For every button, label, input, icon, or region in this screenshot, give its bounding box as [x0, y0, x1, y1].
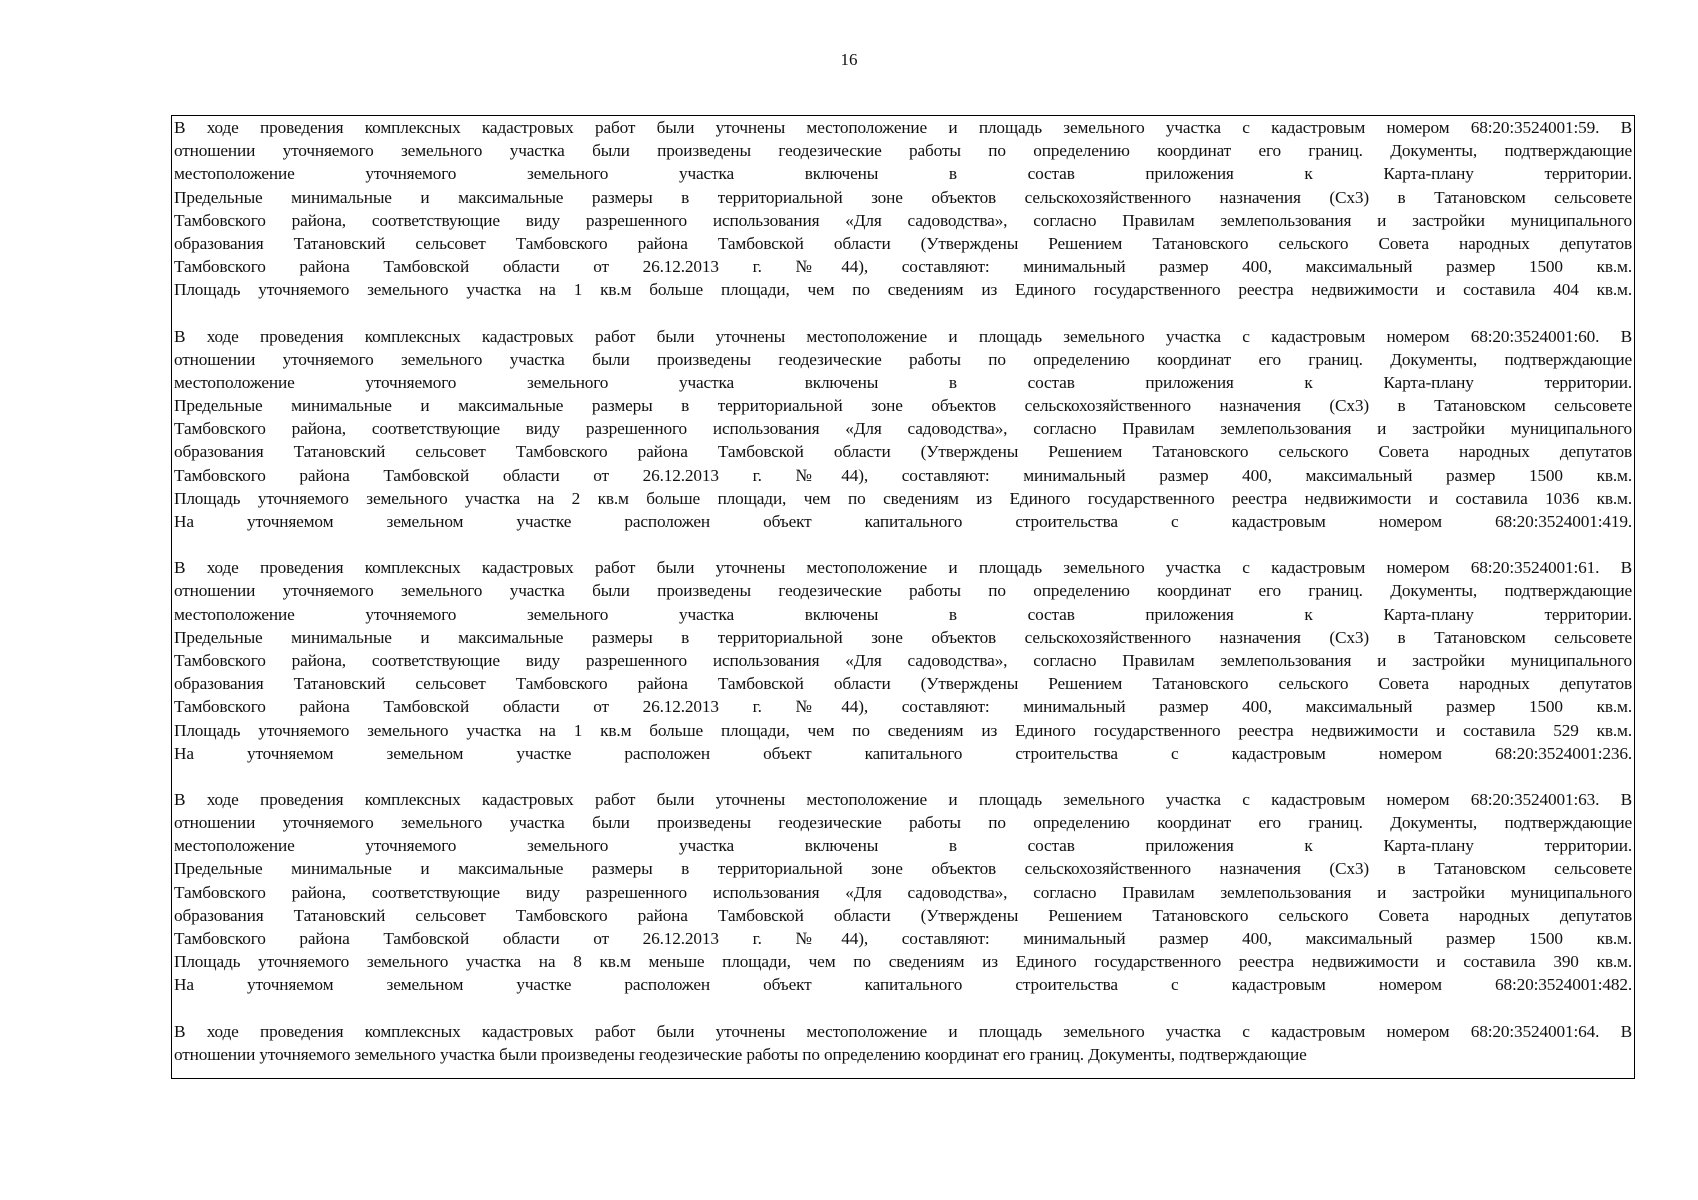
text-line: Тамбовского района, соответствующие виду разрешенного использования «Для садоводства», согласно Правилам землепользования и застройки муниципального — [174, 650, 1632, 670]
text-line: Площадь уточняемого земельного участка на 1 кв.м больше площади, чем по сведениям из Единого государственного реестра недвижимости и составила 404 кв.м. — [174, 280, 1632, 300]
text-line: образования Татановский сельсовет Тамбовского района Тамбовской области (Утверждены Решением Татановского сельского Совета народных депутатов — [174, 233, 1632, 253]
page-number: 16 — [840, 50, 858, 69]
text-line: Тамбовского района Тамбовской области от 26.12.2013 г. №44), составляют: минимальный размер 400, максимальный размер 1500 кв.м. — [174, 257, 1632, 277]
text-line: Предельные минимальные и максимальные размеры в территориальной зоне объектов сельскохозяйственного назначения (Сх3) в Татановском сельсовете — [174, 859, 1632, 879]
text-line: На уточняемом земельном участке расположен объект капитального строительства с кадастровым номером 68:20:3524001:419. — [174, 512, 1632, 531]
text-line: Тамбовского района Тамбовской области от 26.12.2013 г. №44), составляют: минимальный размер 400, максимальный размер 1500 кв.м. — [174, 697, 1632, 717]
text-line: На уточняемом земельном участке расположен объект капитального строительства с кадастровым номером 68:20:3524001:482. — [174, 975, 1632, 995]
text-line: отношении уточняемого земельного участка были произведены геодезические работы по определению координат его границ. Документы, подтверждающие — [174, 581, 1632, 601]
text-line: В ходе проведения комплексных кадастровых работ были уточнены местоположение и площадь земельного участка с кадастровым номером 68:20:3524001:63. В — [174, 789, 1632, 809]
text-line: Площадь уточняемого земельного участка на 8 кв.м меньше площади, чем по сведениям из Единого государственного реестра недвижимости и составила 390 кв.м. — [174, 952, 1632, 972]
paragraph-block — [172, 788, 1634, 997]
text-line: Тамбовского района, соответствующие виду разрешенного использования «Для садоводства», согласно Правилам землепользования и застройки муниципального — [174, 210, 1632, 230]
text-line: отношении уточняемого земельного участка были произведены геодезические работы по определению координат его границ. Документы, подтверждающие — [174, 813, 1632, 833]
text-line: Тамбовского района Тамбовской области от 26.12.2013 г. №44), составляют: минимальный размер 400, максимальный размер 1500 кв.м. — [174, 929, 1632, 948]
text-line: Предельные минимальные и максимальные размеры в территориальной зоне объектов сельскохозяйственного назначения (Сх3) в Татановском сельсовете — [174, 627, 1632, 647]
text-line: В ходе проведения комплексных кадастровых работ были уточнены местоположение и площадь земельного участка с кадастровым номером 68:20:3524001:61. В — [174, 558, 1632, 578]
text-line: Предельные минимальные и максимальные размеры в территориальной зоне объектов сельскохозяйственного назначения (Сх3) в Татановском сельсовете — [174, 187, 1632, 207]
text-line: отношении уточняемого земельного участка были произведены геодезические работы по определению координат его границ. Документы, подтверждающие — [174, 1044, 1307, 1064]
paragraph-block — [172, 116, 1634, 302]
text-line: Тамбовского района, соответствующие виду разрешенного использования «Для садоводства», согласно Правилам землепользования и застройки муниципального — [174, 419, 1632, 439]
text-line: Тамбовского района, соответствующие виду разрешенного использования «Для садоводства», согласно Правилам землепользования и застройки муниципального — [174, 882, 1632, 902]
text-line: местоположение уточняемого земельного участка включены в состав приложения к Карта-плану территории. — [174, 164, 1632, 184]
text-line: Тамбовского района Тамбовской области от 26.12.2013 г. №44), составляют: минимальный размер 400, максимальный размер 1500 кв.м. — [174, 465, 1632, 485]
paragraph-block — [172, 1020, 1634, 1066]
text-line: На уточняемом земельном участке расположен объект капитального строительства с кадастровым номером 68:20:3524001:236. — [174, 743, 1632, 763]
text-line: отношении уточняемого земельного участка были произведены геодезические работы по определению координат его границ. Документы, подтверждающие — [174, 141, 1632, 161]
text-line: Площадь уточняемого земельного участка на 2 кв.м больше площади, чем по сведениям из Единого государственного реестра недвижимости и составила 1036 кв.м. — [174, 488, 1632, 508]
text-line: Площадь уточняемого земельного участка на 1 кв.м больше площади, чем по сведениям из Единого государственного реестра недвижимости и составила 529 кв.м. — [174, 720, 1632, 740]
text-line: В ходе проведения комплексных кадастровых работ были уточнены местоположение и площадь земельного участка с кадастровым номером 68:20:3524001:64. В — [174, 1021, 1632, 1041]
text-line: местоположение уточняемого земельного участка включены в состав приложения к Карта-плану территории. — [174, 604, 1632, 624]
content-frame — [171, 115, 1635, 1079]
text-line: В ходе проведения комплексных кадастровых работ были уточнены местоположение и площадь земельного участка с кадастровым номером 68:20:3524001:60. В — [174, 326, 1632, 346]
text-line: Предельные минимальные и максимальные размеры в территориальной зоне объектов сельскохозяйственного назначения (Сх3) в Татановском сельсовете — [174, 396, 1632, 416]
text-line: местоположение уточняемого земельного участка включены в состав приложения к Карта-плану территории. — [174, 836, 1632, 856]
text-line: отношении уточняемого земельного участка были произведены геодезические работы по определению координат его границ. Документы, подтверждающие — [174, 349, 1632, 369]
paragraph-block — [172, 556, 1634, 765]
text-line: местоположение уточняемого земельного участка включены в состав приложения к Карта-плану территории. — [174, 372, 1632, 392]
text-line: В ходе проведения комплексных кадастровых работ были уточнены местоположение и площадь земельного участка с кадастровым номером 68:20:3524001:59. В — [174, 118, 1632, 137]
text-line: образования Татановский сельсовет Тамбовского района Тамбовской области (Утверждены Решением Татановского сельского Совета народных депутатов — [174, 905, 1632, 925]
text-line: образования Татановский сельсовет Тамбовского района Тамбовской области (Утверждены Решением Татановского сельского Совета народных депутатов — [174, 674, 1632, 694]
paragraph-block — [172, 325, 1634, 534]
text-line: образования Татановский сельсовет Тамбовского района Тамбовской области (Утверждены Решением Татановского сельского Совета народных депутатов — [174, 442, 1632, 462]
